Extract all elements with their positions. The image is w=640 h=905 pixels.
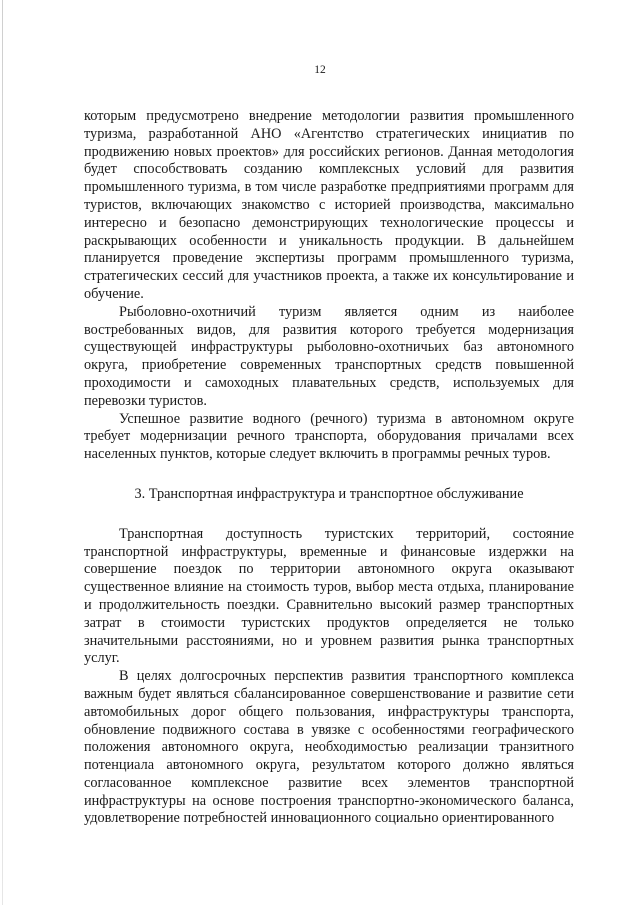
section-heading: 3. Транспортная инфраструктура и транспортное обслуживание	[134, 485, 524, 502]
paragraph-water-tourism: Успешное развитие водного (речного) туризма в автономном округе требует модернизации речного транспорта, оборудования причалами всех населенных пунктов, которые следует включить в программы речных туров.	[84, 410, 574, 463]
paragraph-transport-accessibility: Транспортная доступность туристских территорий, состояние транспортной инфраструктуры, временные и финансовые издержки на совершение поездок по территории автономного округа оказывают существенное влияние на стоимость туров, выбор места отдыха, планирование и продолжительность поездки. Сравнительно высокий размер транспортных затрат в стоимости туристских продуктов определяется не только значительными расстояниями, но и уровнем развития рынка транспортных услуг.	[84, 525, 574, 667]
paragraph-industrial-tourism: которым предусмотрено внедрение методологии развития промышленного туризма, разработанной АНО «Агентство стратегических инициатив по продвижению новых проектов» для российских регионов. Данная методология будет способствовать созданию комплексных условий для развития промышленного туризма, в том числе разработке предприятиями программ для туристов, включающих знакомство с историей производства, максимально интересно и безопасно демонстрирующих технологические процессы и раскрывающих особенности и уникальность продукции. В дальнейшем планируется проведение экспертизы программ промышленного туризма, стратегических сессий для участников проекта, а также их консультирование и обучение.	[84, 108, 574, 302]
page-number: 12	[314, 64, 326, 76]
paragraph-fishing-hunting-tourism: Рыболовно-охотничий туризм является одним из наиболее востребованных видов, для развития которого требуется модернизация существующей инфраструктуры рыболовно-охотничьих баз автономного округа, приобретение современных транспортных средств повышенной проходимости и самоходных плавательных средств, используемых для перевозки туристов.	[84, 303, 574, 409]
paragraph-transport-development: В целях долгосрочных перспектив развития транспортного комплекса важным будет являться сбалансированное совершенствование и развитие сети автомобильных дорог общего пользования, инфраструктуры транспорта, обновление подвижного состава в увязке с особенностями географического положения автономного округа, необходимостью реализации транзитного потенциала автономного округа, результатом которого должно являться согласованное комплексное развитие всех элементов транспортной инфраструктуры на основе построения транспортно-экономического баланса, удовлетворение потребностей инновационного социально ориентированного	[84, 668, 574, 827]
document-body	[84, 108, 574, 828]
scan-edge	[2, 0, 3, 905]
